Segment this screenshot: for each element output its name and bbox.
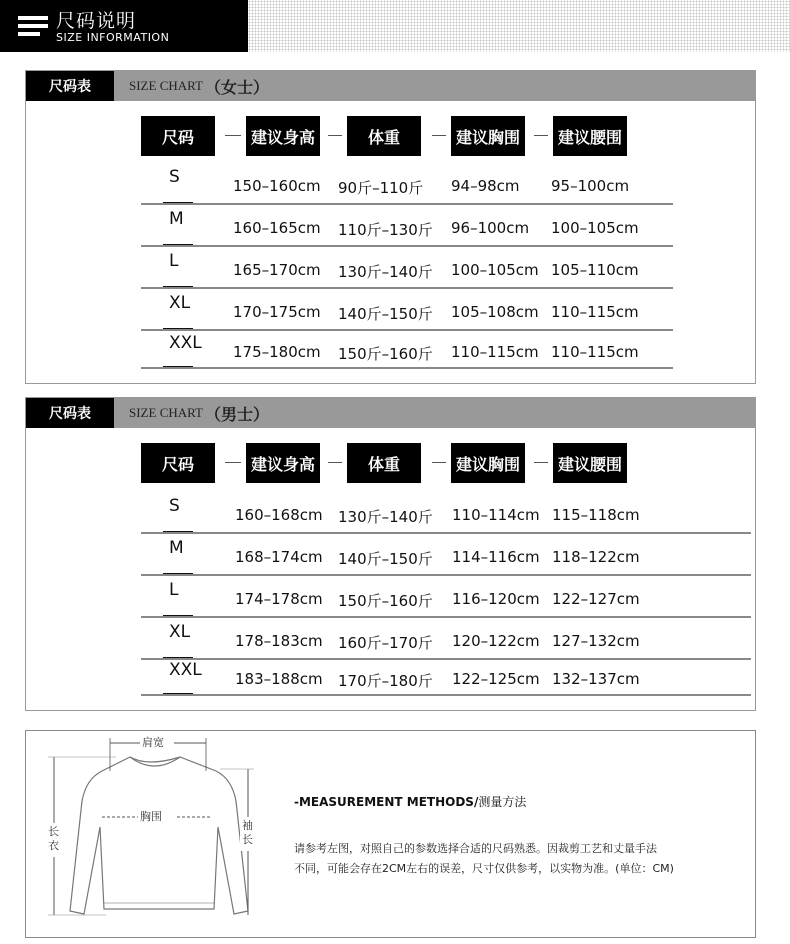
waist-cell: 115–118cm — [552, 506, 640, 524]
weight-cell: 130斤–140斤 — [338, 508, 433, 526]
chest-cell: 114–116cm — [452, 548, 540, 566]
chest-label: 胸围 — [140, 810, 162, 823]
desc-line-2: 不同，可能会存在2CM左右的误差，尺寸仅供参考，以实物为准。(单位：CM) — [294, 862, 674, 875]
header-waist: 建议腰围 — [553, 443, 627, 483]
shoulder-label: 肩宽 — [142, 736, 164, 749]
height-cell: 174–178cm — [235, 590, 323, 608]
measurement-title — [294, 793, 526, 810]
header-dash — [534, 135, 548, 136]
height-cell: 175–180cm — [233, 343, 321, 361]
header-size: 尺码 — [141, 116, 215, 156]
size-label: S — [169, 496, 180, 516]
measurement-title-cn: 测量方法 — [478, 795, 527, 809]
waist-cell: 127–132cm — [552, 632, 640, 650]
height-cell: 168–174cm — [235, 548, 323, 566]
size-label: XL — [169, 293, 191, 313]
size-label: M — [169, 538, 184, 558]
header-dash — [534, 462, 548, 463]
desc-line-1: 请参考左图，对照自己的参数选择合适的尺码熟悉。因裁剪工艺和丈量手法 — [294, 842, 657, 855]
table-row — [141, 534, 751, 576]
table-row — [141, 656, 751, 696]
height-cell: 165–170cm — [233, 261, 321, 279]
page-header — [0, 0, 248, 52]
weight-cell: 150斤–160斤 — [338, 592, 433, 610]
panel-title — [129, 398, 269, 428]
waist-cell: 110–115cm — [551, 303, 639, 321]
weight-cell: 150斤–160斤 — [338, 345, 433, 363]
shirt-diagram — [26, 731, 276, 937]
men-size-chart — [25, 397, 756, 711]
weight-cell: 160斤–170斤 — [338, 634, 433, 652]
shirt-outline — [70, 757, 248, 914]
panel-tag: 尺码表 — [26, 398, 114, 428]
header-waist: 建议腰围 — [553, 116, 627, 156]
size-label: S — [169, 167, 180, 187]
menu-lines-icon — [18, 14, 48, 38]
height-cell: 160–168cm — [235, 506, 323, 524]
waist-cell: 122–127cm — [552, 590, 640, 608]
table-row — [141, 576, 751, 618]
weight-cell: 90斤–110斤 — [338, 179, 424, 197]
height-cell: 150–160cm — [233, 177, 321, 195]
header-height: 建议身高 — [246, 443, 320, 483]
size-label: XXL — [169, 333, 202, 353]
height-cell: 183–188cm — [235, 670, 323, 688]
chest-cell: 110–114cm — [452, 506, 540, 524]
chest-cell: 120–122cm — [452, 632, 540, 650]
weight-cell: 170斤–180斤 — [338, 672, 433, 690]
header-size: 尺码 — [141, 443, 215, 483]
height-cell: 160–165cm — [233, 219, 321, 237]
header-dot-pattern — [248, 0, 790, 52]
panel-title-gender: （女士） — [204, 77, 269, 97]
table-row — [141, 289, 673, 331]
header-title-cn: 尺码说明 — [56, 10, 137, 32]
header-dash — [432, 462, 446, 463]
header-dash — [225, 462, 241, 463]
header-chest: 建议胸围 — [451, 116, 525, 156]
measurement-panel — [25, 730, 756, 938]
panel-title-gender: （男士） — [204, 404, 269, 424]
row-divider — [141, 694, 751, 696]
waist-cell: 110–115cm — [551, 343, 639, 361]
header-dash — [432, 135, 446, 136]
panel-tag: 尺码表 — [26, 71, 114, 101]
waist-cell: 118–122cm — [552, 548, 640, 566]
panel-title — [129, 71, 269, 101]
length-label: 长衣 — [48, 825, 59, 852]
measurement-title-en: -MEASUREMENT METHODS/ — [294, 795, 479, 809]
chest-cell: 96–100cm — [451, 219, 530, 237]
table-row — [141, 492, 751, 534]
height-cell: 178–183cm — [235, 632, 323, 650]
size-label: L — [169, 580, 179, 600]
table-row — [141, 247, 673, 289]
size-label: L — [169, 251, 179, 271]
sleeve-label: 袖长 — [242, 819, 253, 846]
table-row — [141, 618, 751, 660]
header-title-en: SIZE INFORMATION — [56, 31, 170, 44]
panel-title-prefix: SIZE CHART — [129, 78, 203, 93]
chest-cell: 105–108cm — [451, 303, 539, 321]
panel-title-prefix: SIZE CHART — [129, 405, 203, 420]
table-row — [141, 329, 673, 369]
row-divider — [141, 367, 673, 369]
chest-cell: 116–120cm — [452, 590, 540, 608]
waist-cell: 95–100cm — [551, 177, 630, 195]
weight-cell: 140斤–150斤 — [338, 550, 433, 568]
table-row — [141, 163, 673, 205]
weight-cell: 130斤–140斤 — [338, 263, 433, 281]
chest-cell: 122–125cm — [452, 670, 540, 688]
size-label: XXL — [169, 660, 202, 680]
header-dash — [328, 135, 342, 136]
waist-cell: 132–137cm — [552, 670, 640, 688]
height-cell: 170–175cm — [233, 303, 321, 321]
header-chest: 建议胸围 — [451, 443, 525, 483]
measurement-description — [294, 839, 674, 879]
size-label: XL — [169, 622, 191, 642]
header-weight: 体重 — [347, 443, 421, 483]
header-dash — [328, 462, 342, 463]
chest-cell: 100–105cm — [451, 261, 539, 279]
header-weight: 体重 — [347, 116, 421, 156]
waist-cell: 100–105cm — [551, 219, 639, 237]
table-row — [141, 205, 673, 247]
waist-cell: 105–110cm — [551, 261, 639, 279]
chest-cell: 94–98cm — [451, 177, 520, 195]
weight-cell: 110斤–130斤 — [338, 221, 433, 239]
header-height: 建议身高 — [246, 116, 320, 156]
weight-cell: 140斤–150斤 — [338, 305, 433, 323]
women-size-chart — [25, 70, 756, 384]
size-label: M — [169, 209, 184, 229]
header-dash — [225, 135, 241, 136]
chest-cell: 110–115cm — [451, 343, 539, 361]
